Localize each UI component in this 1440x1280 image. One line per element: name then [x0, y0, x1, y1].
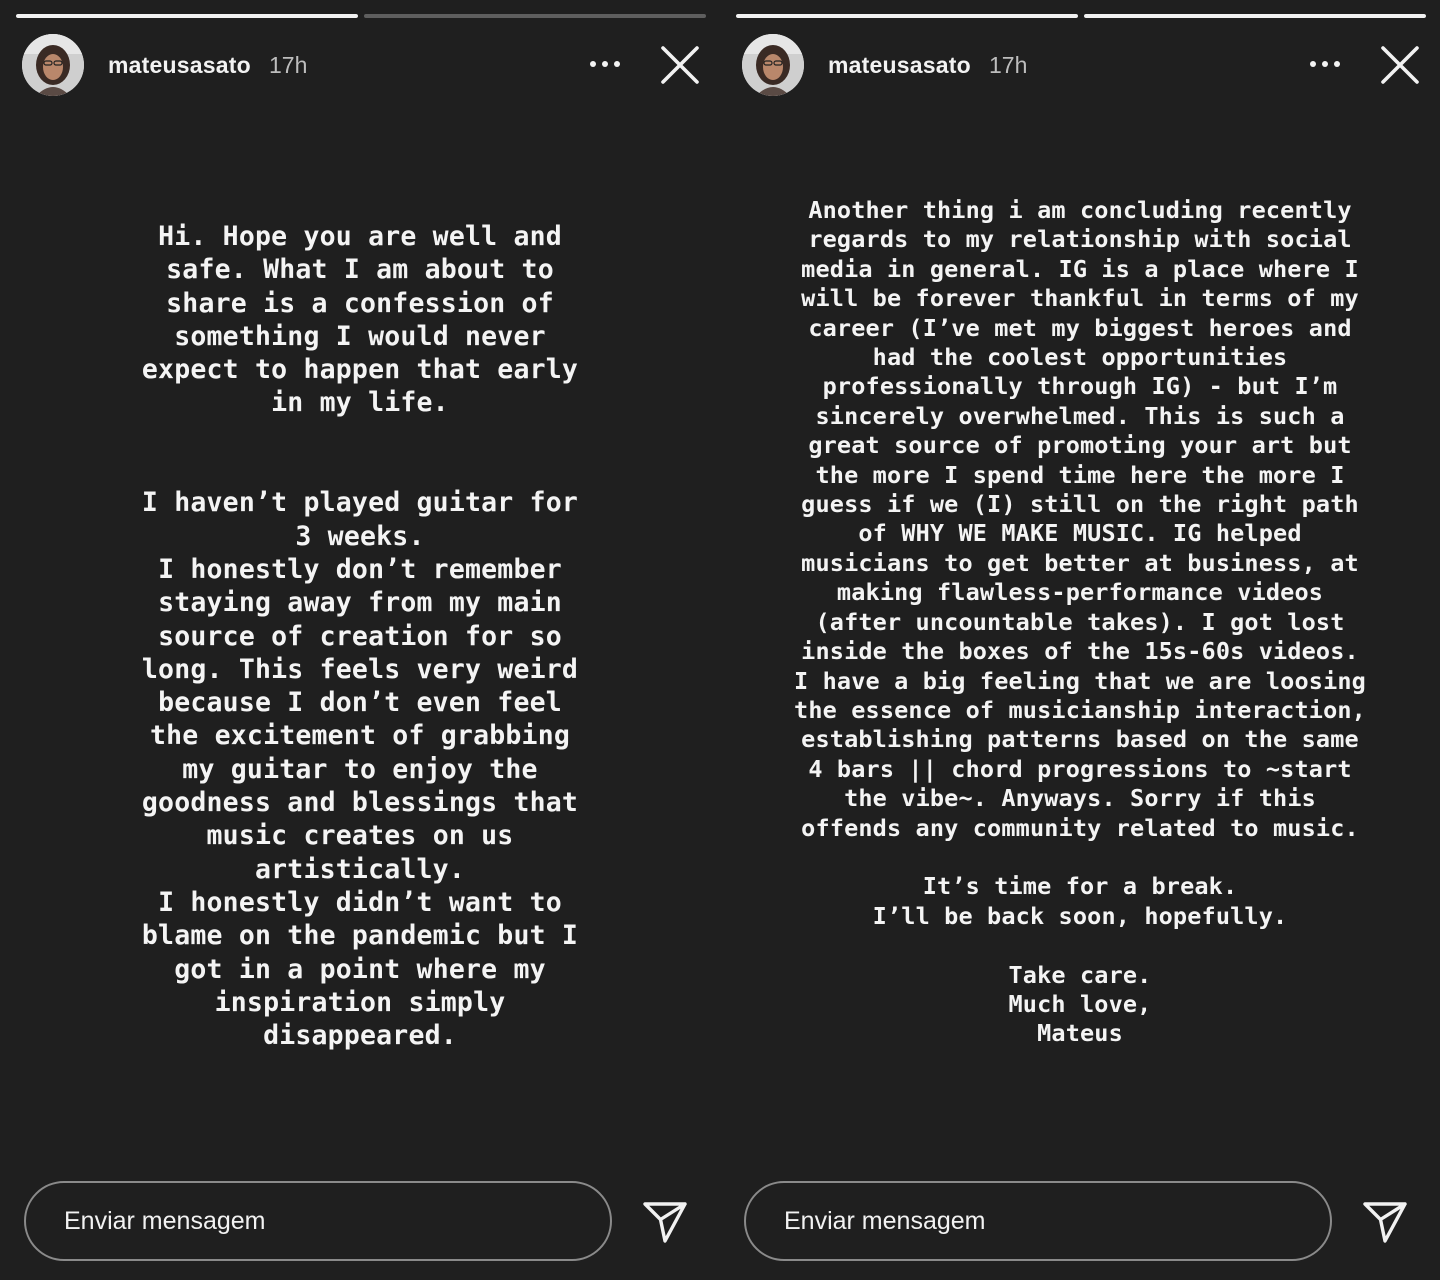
story-panel-2[interactable]: [720, 0, 1440, 1280]
reply-input-placeholder[interactable]: Enviar mensagem: [64, 1207, 266, 1235]
send-icon[interactable]: [642, 1200, 688, 1244]
progress-segment-1: [736, 14, 1078, 18]
avatar[interactable]: [22, 34, 84, 96]
reply-field[interactable]: [24, 1181, 612, 1261]
progress-segment-2: [1084, 14, 1426, 18]
send-icon[interactable]: [1362, 1200, 1408, 1244]
close-icon[interactable]: [660, 45, 700, 85]
story-progress-bar: [736, 14, 1426, 18]
reply-field[interactable]: [744, 1181, 1332, 1261]
story-progress-bar: [16, 14, 706, 18]
story-text: Hi. Hope you are well and safe. What I am about to share is a confession of something I would never expect to happen that early in my life. I haven’t played guitar for 3 weeks. I honestly don’t remember staying away from my main source of creation for so long. This feels very weird because I don’t even feel the excitement of grabbing my guitar to enjoy the goodness and blessings that music creates on us artistically. I honestly didn’t want to blame on the pandemic but I got in a point where my inspiration simply disappeared.: [141, 221, 579, 1052]
post-time: 17h: [269, 52, 308, 78]
post-time: 17h: [989, 52, 1028, 78]
progress-fill: [736, 14, 1078, 18]
progress-segment-1: [16, 14, 358, 18]
username[interactable]: mateusasato: [828, 52, 971, 78]
username[interactable]: mateusasato: [108, 52, 251, 78]
more-horizontal-icon[interactable]: [1308, 58, 1342, 70]
reply-input-placeholder[interactable]: Enviar mensagem: [784, 1207, 986, 1235]
avatar[interactable]: [742, 34, 804, 96]
story-text: Another thing i am concluding recently regards to my relationship with social media in general. IG is a place where I will be forever thankful in terms of my career (I’ve met my biggest heroes and had the coolest opportunities professionally through IG) - but I’m sincerely overwhelmed. This is such a great source of promoting your art but the more I spend time here the more I guess if we (I) still on the right path of WHY WE MAKE MUSIC. IG helped musicians to get better at business, at making flawless-performance videos (after uncountable takes). I got lost inside the boxes of the 15s-60s videos. I have a big feeling that we are loosing the essence of musicianship interaction, establishing patterns based on the same 4 bars || chord progressions to ~start the vibe~. Anyways. Sorry if this offends any community related to music. It’s time for a break. I’ll be back soon, hopefully. Take care. Much love, Mateus: [794, 196, 1366, 1048]
close-icon[interactable]: [1380, 45, 1420, 85]
progress-segment-2: [364, 14, 706, 18]
progress-fill: [16, 14, 358, 18]
avatar-image: [742, 34, 804, 96]
more-horizontal-icon[interactable]: [588, 58, 622, 70]
avatar-image: [22, 34, 84, 96]
story-header: [22, 34, 708, 96]
story-header: [742, 34, 1428, 96]
progress-fill: [1084, 14, 1426, 18]
